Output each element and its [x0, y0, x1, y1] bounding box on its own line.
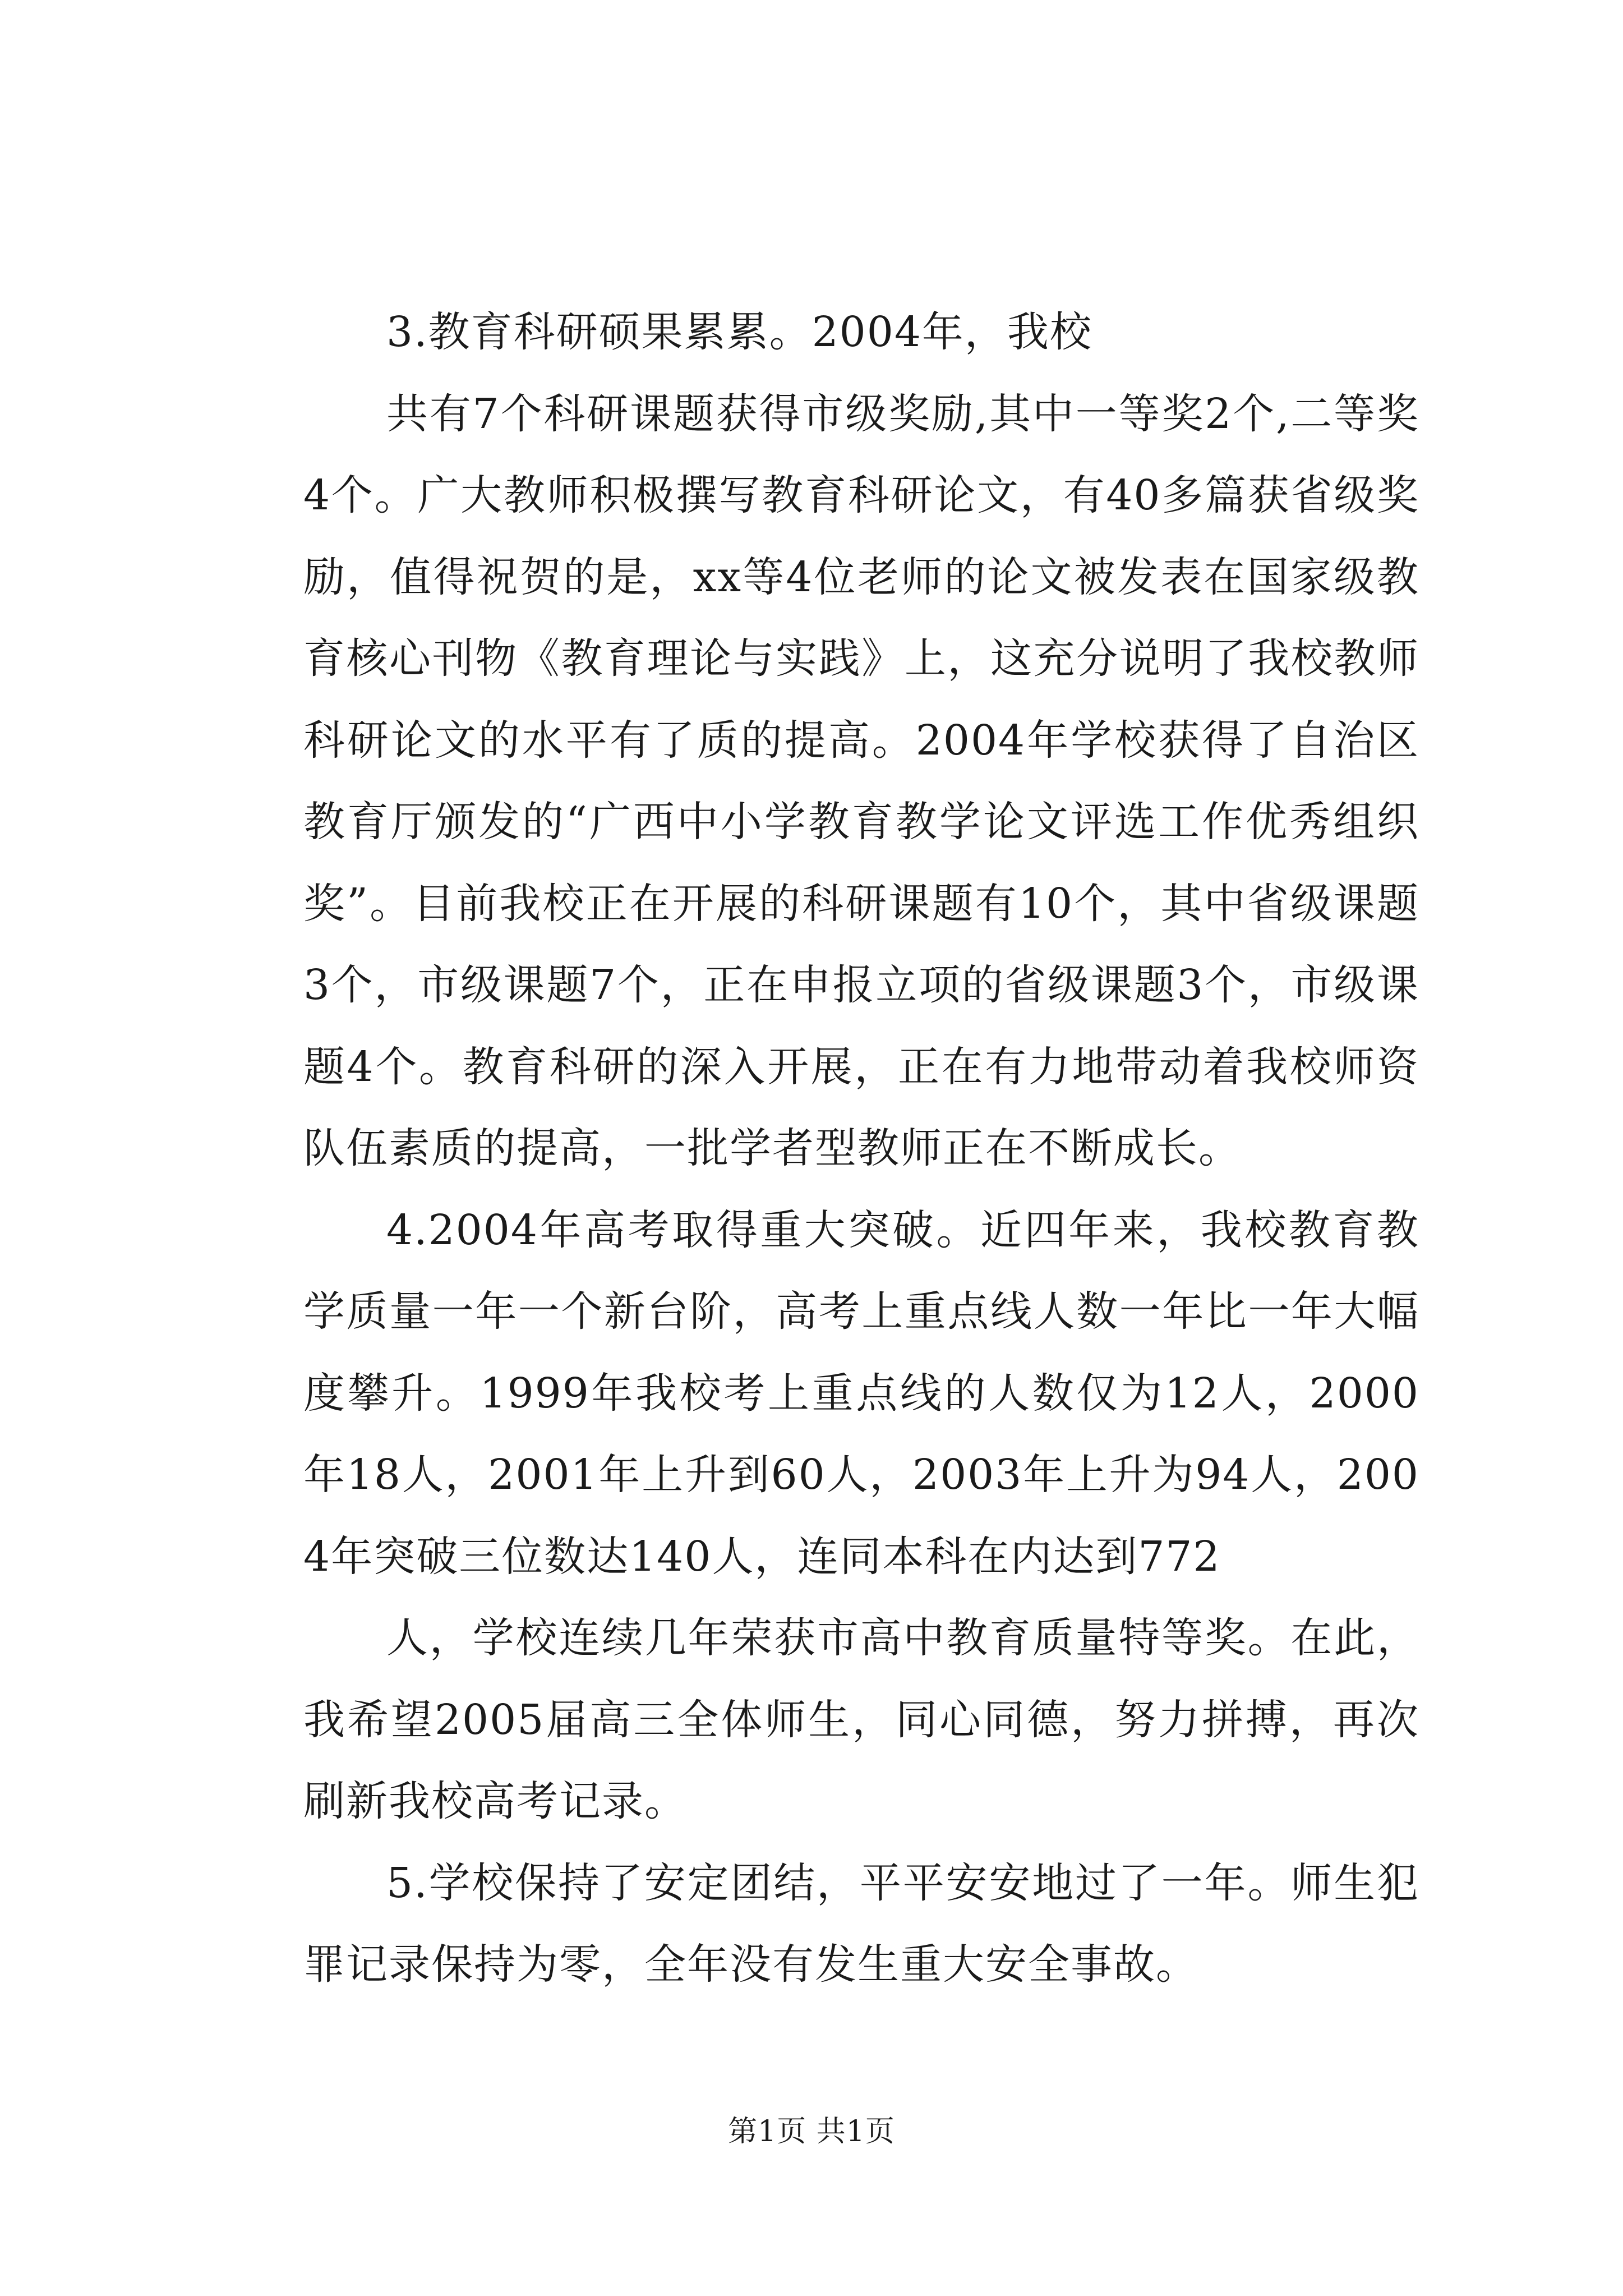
paragraph-exam-breakthrough: 4.2004年高考取得重大突破。近四年来，我校教育教学质量一年一个新台阶，高考上重点线人数一年比一年大幅度攀升。1999年我校考上重点线的人数仅为12人，2000年18人，2001年上升到60人，2003年上升为94人，2004年突破三位数达140人，连同本科在内达到772 [303, 1205, 1419, 1581]
page-footer: 第1页 共1页 [728, 2115, 895, 2148]
paragraph-school-safety: 5.学校保持了安定团结，平平安安地过了一年。师生犯罪记录保持为零，全年没有发生重大安全事故。 [303, 1858, 1419, 1989]
paragraph-research-intro: 3.教育科研硕果累累。2004年，我校 [386, 308, 1092, 356]
document-body [303, 292, 1419, 2006]
paragraph-exam-award: 人，学校连续几年荣获市高中教育质量特等奖。在此，我希望2005届高三全体师生，同心同德，努力拼搏，再次刷新我校高考记录。 [303, 1614, 1419, 1825]
paragraph-research-results: 共有7个科研课题获得市级奖励,其中一等奖2个,二等奖4个。广大教师积极撰写教育科研论文，有40多篇获省级奖励，值得祝贺的是，xx等4位老师的论文被发表在国家级教育核心刊物《教育理论与实践》上，这充分说明了我校教师科研论文的水平有了质的提高。2004年学校获得了自治区教育厅颁发的“广西中小学教育教学论文评选工作优秀组织奖”。目前我校正在开展的科研课题有10个，其中省级课题3个，市级课题7个，正在申报立项的省级课题3个，市级课题4个。教育科研的深入开展，正在有力地带动着我校师资队伍素质的提高，一批学者型教师正在不断成长。 [303, 389, 1419, 1172]
